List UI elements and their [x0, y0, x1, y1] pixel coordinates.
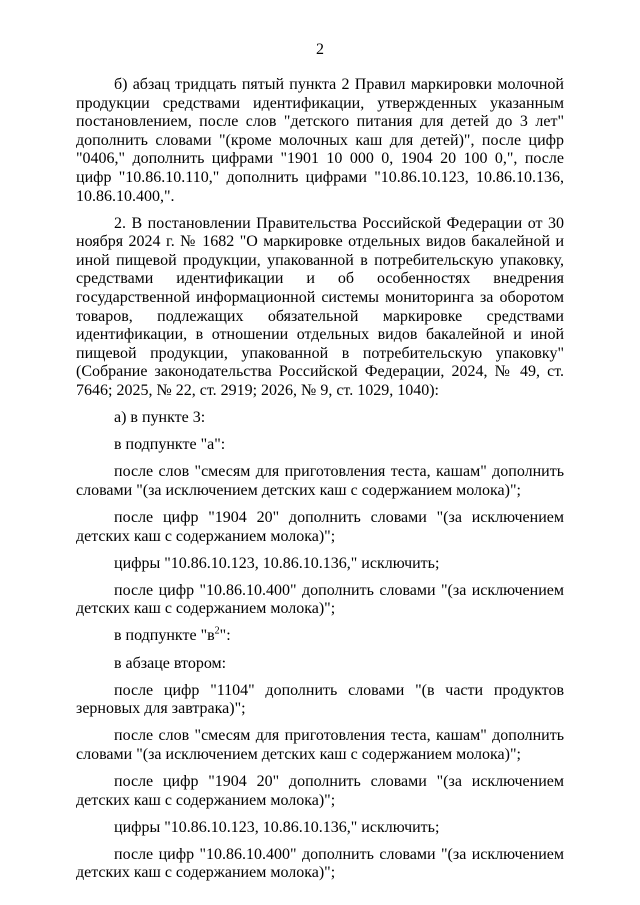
page-number: 2 — [316, 41, 324, 58]
paragraph-amendment: после слов "смесям для приготовления теста, кашам" дополнить словами "(за исключением детских каш с содержанием молока)"; — [76, 727, 564, 763]
paragraph-second-indent: в абзаце втором: — [114, 654, 227, 672]
paragraph-amendment: цифры "10.86.10.123, 10.86.10.136," исключить; — [114, 554, 440, 572]
paragraph-amendment: после цифр "10.86.10.400" дополнить словами "(за исключением детских каш с содержанием молока)"; — [76, 845, 564, 882]
paragraph-point-3: а) в пункте 3: — [114, 409, 206, 427]
paragraph-amendment: после цифр "1904 20" дополнить словами "(за исключением детских каш с содержанием молока)"; — [76, 508, 564, 545]
paragraph-amendment: цифры "10.86.10.123, 10.86.10.136," исключить; — [114, 818, 440, 836]
paragraph-subpoint-a: в подпункте "а": — [114, 436, 226, 454]
paragraph-amendment: после цифр "1904 20" дополнить словами "(за исключением детских каш с содержанием молока)"; — [76, 773, 564, 809]
paragraph-amendment-b: б) абзац тридцать пятый пункта 2 Правил маркировки молочной продукции средствами идентификации, утвержденных указанным постановлением, после слов "детского питания для детей до 3 лет" дополнить словами "(кроме молочных каш для детей)", после цифр "0406," дополнить цифрами "1901 10 000 0, 1904 20 100 0,", после цифр "10.86.10.110," дополнить цифрами "10.86.10.123, 10.86.10.136, 10.86.10.400,". — [76, 76, 564, 205]
paragraph-item-2: 2. В постановлении Правительства Российской Федерации от 30 ноября 2024 г. № 1682 "О маркировке отдельных видов бакалейной и иной пищевой продукции, упакованной в потребительскую упаковку, средствами идентификации и об особенностях внедрения государственной информационной системы мониторинга за оборотом товаров, подлежащих обязательной маркировке средствами идентификации, в отношении отдельных видов бакалейной и иной пищевой продукции, упакованной в потребительскую упаковку" (Собрание законодательства Российской Федерации, 2024, № 49, ст. 7646; 2025, № 22, ст. 2919; 2026, № 9, ст. 1029, 1040): — [76, 214, 564, 399]
paragraph-subpoint-v2 — [76, 627, 564, 646]
document-body — [76, 76, 564, 891]
superscript-2: 2 — [214, 626, 220, 638]
paragraph-amendment: после слов "смесям для приготовления теста, кашам" дополнить словами "(за исключением детских каш с содержанием молока)"; — [76, 463, 564, 499]
subpoint-text-before: в подпункте "в — [114, 627, 215, 645]
paragraph-amendment: после цифр "1104" дополнить словами "(в части продуктов зерновых для завтрака)"; — [76, 681, 564, 718]
subpoint-text-after: ": — [219, 627, 231, 645]
paragraph-amendment: после цифр "10.86.10.400" дополнить словами "(за исключением детских каш с содержанием молока)"; — [76, 581, 564, 618]
